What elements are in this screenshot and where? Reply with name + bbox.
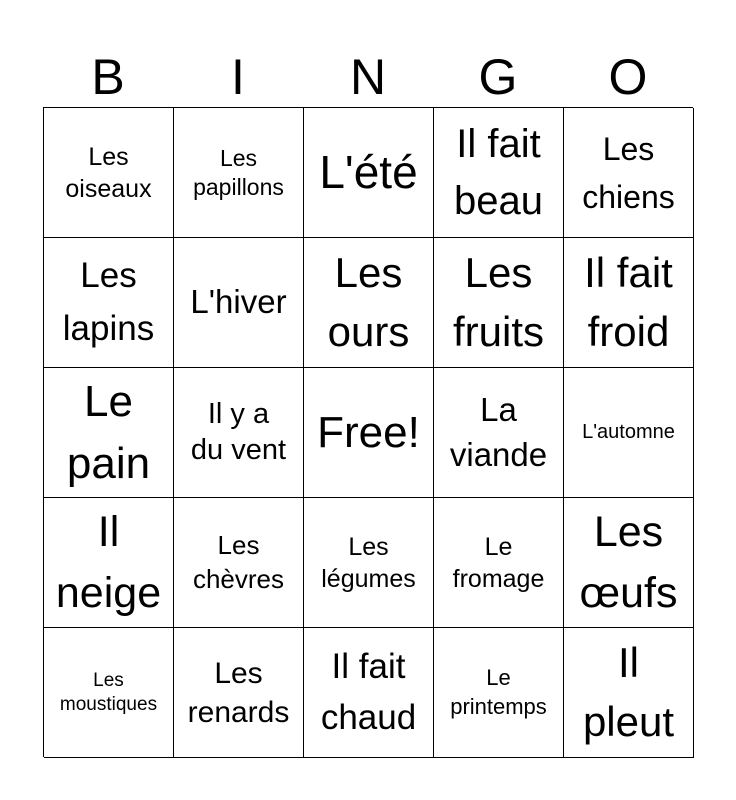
bingo-header — [43, 48, 693, 106]
cell-label: Le printemps — [450, 664, 547, 719]
cell-label: Les œufs — [579, 508, 678, 617]
bingo-cell[interactable] — [174, 498, 304, 628]
cell-label: Les chiens — [582, 130, 675, 215]
bingo-cell[interactable] — [434, 368, 564, 498]
bingo-cell[interactable] — [174, 368, 304, 498]
cell-label: Les chèvres — [192, 530, 285, 594]
bingo-board — [43, 107, 693, 757]
cell-label: L'hiver — [190, 283, 287, 321]
cell-label: Les lapins — [62, 256, 155, 348]
bingo-cell[interactable] — [564, 108, 694, 238]
bingo-cell[interactable] — [564, 628, 694, 758]
bingo-cell[interactable] — [44, 368, 174, 498]
bingo-cell[interactable] — [434, 498, 564, 628]
header-letter-o: O — [608, 49, 648, 105]
cell-label: Les légumes — [321, 532, 416, 593]
cell-label: Les ours — [327, 248, 410, 355]
bingo-cell[interactable] — [304, 368, 434, 498]
cell-label: Il y a du vent — [190, 398, 287, 466]
header-letter-b: B — [91, 49, 125, 105]
bingo-cell[interactable] — [564, 368, 694, 498]
bingo-cell[interactable] — [434, 108, 564, 238]
header-letter-n: N — [349, 49, 387, 105]
bingo-cell[interactable] — [564, 498, 694, 628]
header-letter-g: G — [478, 49, 518, 105]
cell-label: La viande — [449, 390, 548, 473]
cell-label: Free! — [317, 408, 420, 457]
bingo-cell[interactable] — [304, 238, 434, 368]
cell-label: L'été — [319, 145, 418, 198]
cell-label: Il fait beau — [454, 121, 543, 223]
bingo-cell[interactable] — [44, 238, 174, 368]
bingo-cell[interactable] — [44, 628, 174, 758]
header-letter-i: I — [231, 49, 245, 105]
cell-label: Le fromage — [452, 532, 545, 593]
bingo-cell[interactable] — [434, 238, 564, 368]
cell-label: Il fait froid — [584, 248, 673, 355]
bingo-cell[interactable] — [174, 238, 304, 368]
bingo-cell[interactable] — [304, 498, 434, 628]
cell-label: Les oiseaux — [65, 142, 152, 203]
bingo-cell[interactable] — [44, 108, 174, 238]
cell-label: Les papillons — [193, 144, 284, 200]
cell-label: Les moustiques — [59, 669, 158, 715]
cell-label: Il fait chaud — [320, 646, 417, 737]
cell-label: L'automne — [582, 421, 675, 443]
bingo-cell[interactable] — [304, 628, 434, 758]
cell-label: Les fruits — [452, 248, 544, 355]
bingo-cell[interactable] — [174, 108, 304, 238]
bingo-cell[interactable] — [174, 628, 304, 758]
cell-label: Le pain — [66, 376, 151, 488]
bingo-cell[interactable] — [44, 498, 174, 628]
cell-label: Il neige — [55, 508, 162, 617]
cell-label: Les renards — [187, 656, 290, 729]
bingo-cell[interactable] — [304, 108, 434, 238]
cell-label: Il pleut — [582, 638, 675, 745]
bingo-cell[interactable] — [434, 628, 564, 758]
bingo-cell[interactable] — [564, 238, 694, 368]
